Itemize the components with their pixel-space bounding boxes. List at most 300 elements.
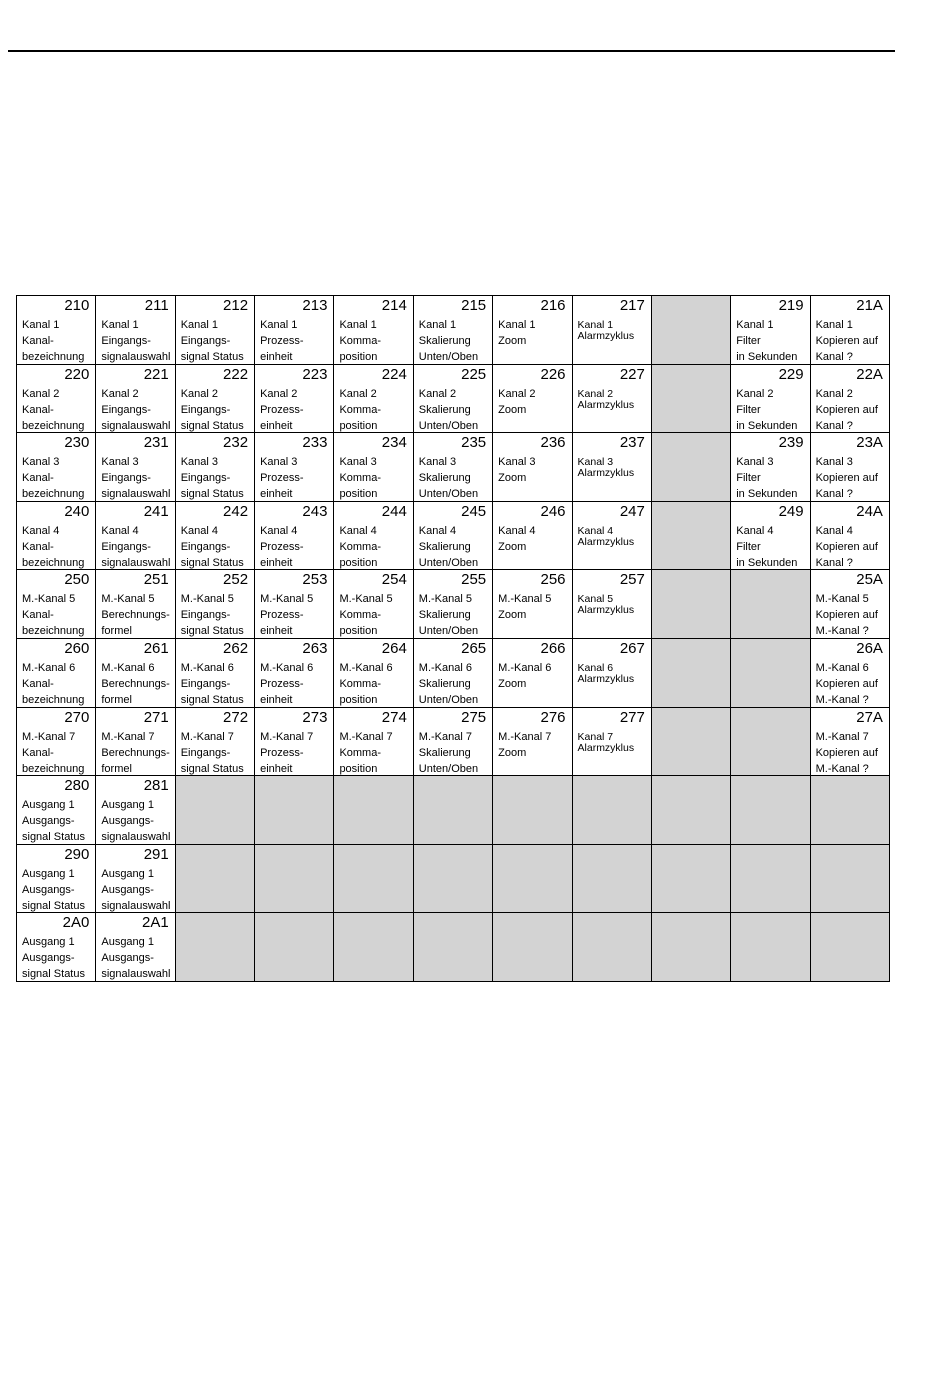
parameter-line: Eingangs- bbox=[180, 335, 231, 347]
parameter-code: 255 bbox=[461, 571, 487, 589]
parameter-line: Kanal 2 bbox=[577, 387, 614, 400]
parameter-cell bbox=[17, 776, 96, 845]
parameter-description bbox=[22, 386, 84, 434]
parameter-line: Kanal 7 bbox=[577, 730, 614, 743]
parameter-cell-content bbox=[334, 365, 412, 432]
parameter-description bbox=[816, 317, 878, 365]
parameter-code: 239 bbox=[778, 434, 804, 452]
parameter-code: 26A bbox=[856, 639, 883, 657]
parameter-description bbox=[736, 386, 797, 434]
parameter-line: M.-Kanal ? bbox=[815, 625, 869, 638]
parameter-line: einheit bbox=[260, 693, 293, 706]
parameter-cell bbox=[810, 364, 889, 433]
table-row bbox=[17, 433, 890, 502]
parameter-code: 27A bbox=[856, 708, 883, 726]
parameter-line: Skalierung bbox=[418, 335, 471, 347]
empty-cell bbox=[175, 844, 254, 913]
empty-cell bbox=[731, 913, 810, 982]
parameter-code: 275 bbox=[461, 708, 487, 726]
parameter-line: Berechnungs- bbox=[101, 677, 170, 690]
parameter-line: einheit bbox=[260, 488, 293, 501]
parameter-description bbox=[419, 591, 478, 639]
parameter-description bbox=[816, 386, 878, 434]
parameter-line: signalauswahl bbox=[101, 899, 171, 912]
parameter-cell bbox=[96, 296, 175, 365]
parameter-description bbox=[181, 386, 244, 434]
parameter-line: Kanal- bbox=[22, 677, 54, 690]
parameter-line: Kanal 4 bbox=[180, 524, 219, 537]
parameter-cell bbox=[810, 570, 889, 639]
parameter-line: Ausgangs- bbox=[101, 883, 154, 896]
parameter-line: M.-Kanal 5 bbox=[815, 593, 869, 606]
parameter-cell bbox=[175, 433, 254, 502]
parameter-code: 236 bbox=[540, 434, 566, 452]
parameter-line: Unten/Oben bbox=[418, 762, 479, 775]
table-row bbox=[17, 296, 890, 365]
parameter-description bbox=[498, 660, 551, 692]
parameter-cell-content bbox=[493, 639, 571, 706]
parameter-cell bbox=[334, 433, 413, 502]
parameter-line: Kanal- bbox=[22, 335, 54, 347]
parameter-line: M.-Kanal 7 bbox=[101, 730, 155, 743]
parameter-description bbox=[339, 729, 392, 777]
parameter-description bbox=[181, 660, 244, 708]
parameter-cell bbox=[334, 296, 413, 365]
parameter-cell-content bbox=[255, 296, 333, 363]
parameter-cell bbox=[334, 501, 413, 570]
parameter-description bbox=[339, 454, 381, 502]
parameter-line: signal Status bbox=[180, 419, 244, 432]
parameter-cell bbox=[175, 638, 254, 707]
parameter-table-body bbox=[17, 296, 890, 982]
parameter-line: Prozess- bbox=[260, 677, 304, 690]
parameter-cell bbox=[493, 638, 572, 707]
parameter-code: 265 bbox=[461, 639, 487, 657]
parameter-line: Eingangs- bbox=[180, 540, 231, 553]
parameter-line: Kopieren auf bbox=[815, 677, 878, 690]
parameter-cell-content bbox=[176, 570, 254, 637]
parameter-description bbox=[181, 591, 244, 639]
parameter-code: 2A0 bbox=[62, 914, 90, 932]
parameter-line: bezeichnung bbox=[22, 625, 85, 638]
parameter-line: Kanal- bbox=[22, 746, 54, 759]
empty-cell bbox=[651, 638, 730, 707]
parameter-cell-content bbox=[414, 433, 492, 500]
parameter-cell-content bbox=[17, 502, 95, 569]
parameter-cell bbox=[255, 707, 334, 776]
parameter-line: Prozess- bbox=[260, 540, 304, 553]
parameter-line: signalauswahl bbox=[101, 419, 171, 432]
parameter-cell-content bbox=[96, 639, 174, 706]
parameter-line: formel bbox=[101, 762, 132, 775]
parameter-description bbox=[22, 660, 84, 708]
parameter-description bbox=[816, 591, 878, 639]
parameter-cell-content bbox=[493, 296, 571, 363]
parameter-cell-content bbox=[96, 845, 174, 912]
parameter-line: Komma- bbox=[339, 746, 381, 759]
parameter-line: Unten/Oben bbox=[418, 693, 479, 706]
parameter-line: Prozess- bbox=[260, 403, 304, 416]
parameter-cell-content bbox=[811, 708, 889, 775]
parameter-code: 232 bbox=[223, 434, 249, 452]
parameter-line: signal Status bbox=[180, 488, 244, 501]
parameter-description bbox=[498, 386, 535, 418]
parameter-code: 224 bbox=[381, 365, 407, 383]
parameter-line: Unten/Oben bbox=[418, 625, 479, 638]
parameter-line: Kanal 2 bbox=[339, 387, 377, 400]
empty-cell bbox=[413, 913, 492, 982]
parameter-line: Unten/Oben bbox=[418, 419, 479, 432]
parameter-cell-content bbox=[255, 365, 333, 432]
parameter-description bbox=[578, 732, 635, 754]
parameter-line: Kanal 4 bbox=[577, 524, 614, 537]
parameter-description bbox=[101, 934, 170, 982]
parameter-line: signalauswahl bbox=[101, 831, 171, 844]
parameter-line: Kanal 3 bbox=[815, 456, 853, 469]
table-row bbox=[17, 707, 890, 776]
parameter-description bbox=[260, 729, 313, 777]
parameter-cell bbox=[96, 364, 175, 433]
parameter-description bbox=[736, 317, 797, 365]
parameter-cell-content bbox=[255, 502, 333, 569]
parameter-cell bbox=[96, 707, 175, 776]
table-row bbox=[17, 776, 890, 845]
parameter-line: position bbox=[339, 556, 378, 569]
parameter-line: Kanal 4 bbox=[260, 524, 298, 537]
parameter-line: Kopieren auf bbox=[815, 609, 878, 622]
parameter-cell-content bbox=[573, 639, 651, 706]
parameter-code: 277 bbox=[619, 708, 645, 726]
parameter-cell bbox=[96, 776, 175, 845]
parameter-description bbox=[22, 934, 85, 982]
parameter-cell-content bbox=[811, 570, 889, 637]
parameter-code: 229 bbox=[778, 365, 804, 383]
parameter-code: 25A bbox=[856, 571, 883, 589]
parameter-code: 231 bbox=[143, 434, 169, 452]
parameter-cell-content bbox=[573, 570, 651, 637]
parameter-line: Komma- bbox=[339, 472, 381, 485]
parameter-code: 291 bbox=[143, 845, 169, 863]
parameter-code: 272 bbox=[223, 708, 249, 726]
parameter-code: 262 bbox=[223, 639, 249, 657]
parameter-cell bbox=[572, 296, 651, 365]
parameter-cell-content bbox=[414, 365, 492, 432]
parameter-line: Kanal ? bbox=[815, 488, 853, 501]
parameter-description bbox=[498, 454, 535, 486]
parameter-cell-content bbox=[255, 433, 333, 500]
parameter-line: Kanal 2 bbox=[736, 387, 774, 400]
parameter-line: M.-Kanal 5 bbox=[180, 593, 234, 606]
parameter-line: position bbox=[339, 351, 378, 363]
parameter-line: Kanal 1 bbox=[577, 319, 614, 331]
parameter-cell-content bbox=[573, 502, 651, 569]
empty-cell bbox=[810, 776, 889, 845]
parameter-description bbox=[101, 386, 170, 434]
parameter-code: 210 bbox=[64, 297, 90, 314]
parameter-cell-content bbox=[96, 708, 174, 775]
parameter-cell-content bbox=[96, 570, 174, 637]
parameter-description bbox=[101, 454, 170, 502]
parameter-cell bbox=[17, 501, 96, 570]
parameter-description bbox=[22, 866, 85, 914]
parameter-code: 245 bbox=[461, 502, 487, 520]
parameter-line: signal Status bbox=[180, 351, 244, 363]
parameter-cell bbox=[17, 844, 96, 913]
parameter-line: Zoom bbox=[498, 403, 527, 416]
parameter-line: Komma- bbox=[339, 335, 381, 347]
parameter-cell bbox=[572, 707, 651, 776]
parameter-code: 222 bbox=[223, 365, 249, 383]
parameter-cell bbox=[96, 913, 175, 982]
parameter-description bbox=[419, 317, 478, 365]
empty-cell bbox=[255, 913, 334, 982]
parameter-cell-content bbox=[811, 502, 889, 569]
parameter-cell bbox=[413, 570, 492, 639]
parameter-line: Berechnungs- bbox=[101, 746, 170, 759]
parameter-line: Kanal ? bbox=[815, 419, 853, 432]
parameter-code: 253 bbox=[302, 571, 328, 589]
parameter-cell bbox=[572, 364, 651, 433]
parameter-line: Zoom bbox=[498, 609, 527, 622]
parameter-code: 235 bbox=[461, 434, 487, 452]
parameter-cell bbox=[810, 707, 889, 776]
parameter-line: M.-Kanal 6 bbox=[22, 661, 76, 674]
parameter-line: Unten/Oben bbox=[418, 556, 479, 569]
parameter-code: 276 bbox=[540, 708, 566, 726]
parameter-cell-content bbox=[17, 365, 95, 432]
parameter-description bbox=[339, 317, 381, 365]
parameter-line: Skalierung bbox=[418, 746, 471, 759]
parameter-code: 216 bbox=[540, 297, 566, 314]
parameter-cell-content bbox=[811, 433, 889, 500]
parameter-line: signal Status bbox=[180, 693, 244, 706]
parameter-line: position bbox=[339, 762, 378, 775]
parameter-line: signal Status bbox=[180, 762, 244, 775]
parameter-line: Kanal- bbox=[22, 609, 54, 622]
parameter-line: in Sekunden bbox=[736, 351, 798, 363]
parameter-description bbox=[419, 523, 478, 571]
parameter-line: einheit bbox=[260, 762, 293, 775]
parameter-cell bbox=[175, 501, 254, 570]
parameter-line: Kanal 4 bbox=[101, 524, 139, 537]
parameter-cell-content bbox=[334, 296, 412, 363]
parameter-line: M.-Kanal 7 bbox=[339, 730, 393, 743]
parameter-line: Kanal 2 bbox=[260, 387, 298, 400]
parameter-line: M.-Kanal 6 bbox=[418, 661, 472, 674]
parameter-description bbox=[101, 660, 170, 708]
parameter-cell-content bbox=[414, 708, 492, 775]
parameter-description bbox=[498, 591, 551, 623]
parameter-code: 220 bbox=[64, 365, 90, 383]
empty-cell bbox=[493, 913, 572, 982]
parameter-line: Kanal- bbox=[22, 472, 54, 485]
parameter-cell bbox=[493, 501, 572, 570]
parameter-description bbox=[339, 386, 381, 434]
parameter-code: 250 bbox=[64, 571, 90, 589]
parameter-cell-content bbox=[334, 639, 412, 706]
parameter-cell-content bbox=[493, 433, 571, 500]
parameter-cell-content bbox=[17, 776, 95, 843]
parameter-line: formel bbox=[101, 625, 132, 638]
parameter-cell-content bbox=[96, 776, 174, 843]
parameter-cell-content bbox=[255, 570, 333, 637]
parameter-cell bbox=[493, 364, 572, 433]
empty-cell bbox=[255, 776, 334, 845]
parameter-cell-content bbox=[493, 502, 571, 569]
parameter-description bbox=[260, 660, 313, 708]
table-row bbox=[17, 913, 890, 982]
parameter-line: Filter bbox=[736, 335, 761, 347]
parameter-code: 270 bbox=[64, 708, 90, 726]
parameter-cell-content bbox=[731, 296, 809, 363]
parameter-line: M.-Kanal 6 bbox=[260, 661, 314, 674]
parameter-cell-content bbox=[96, 296, 174, 363]
parameter-line: Ausgangs- bbox=[22, 952, 75, 965]
parameter-cell bbox=[334, 570, 413, 639]
parameter-description bbox=[419, 454, 478, 502]
parameter-line: Eingangs- bbox=[180, 403, 231, 416]
parameter-line: in Sekunden bbox=[736, 488, 798, 501]
parameter-line: Kanal 4 bbox=[815, 524, 853, 537]
parameter-line: Eingangs- bbox=[101, 540, 151, 553]
parameter-cell bbox=[731, 501, 810, 570]
parameter-line: Kanal ? bbox=[815, 351, 853, 363]
parameter-line: M.-Kanal 7 bbox=[260, 730, 314, 743]
parameter-line: Ausgang 1 bbox=[101, 936, 154, 949]
parameter-cell bbox=[334, 707, 413, 776]
parameter-cell bbox=[334, 638, 413, 707]
parameter-cell bbox=[572, 638, 651, 707]
parameter-line: Kopieren auf bbox=[815, 746, 878, 759]
empty-cell bbox=[731, 638, 810, 707]
parameter-cell bbox=[731, 433, 810, 502]
parameter-line: Alarmzyklus bbox=[577, 398, 635, 411]
parameter-line: Eingangs- bbox=[180, 609, 231, 622]
parameter-line: Kanal 4 bbox=[736, 524, 774, 537]
parameter-line: Kanal 2 bbox=[498, 387, 536, 400]
parameter-description bbox=[816, 454, 878, 502]
parameter-cell bbox=[175, 296, 254, 365]
parameter-cell bbox=[493, 570, 572, 639]
parameter-code: 230 bbox=[64, 434, 90, 452]
parameter-cell-content bbox=[573, 708, 651, 775]
parameter-line: Eingangs- bbox=[101, 472, 151, 485]
parameter-description bbox=[101, 729, 170, 777]
parameter-description bbox=[578, 457, 635, 479]
parameter-line: Kanal 4 bbox=[339, 524, 377, 537]
empty-cell bbox=[651, 776, 730, 845]
parameter-code: 215 bbox=[461, 297, 487, 314]
parameter-line: bezeichnung bbox=[22, 488, 85, 501]
parameter-description bbox=[101, 317, 170, 365]
parameter-description bbox=[736, 523, 797, 571]
parameter-line: einheit bbox=[260, 419, 293, 432]
parameter-cell-content bbox=[176, 433, 254, 500]
parameter-line: Berechnungs- bbox=[101, 609, 170, 622]
parameter-cell bbox=[572, 570, 651, 639]
parameter-cell-content bbox=[731, 502, 809, 569]
parameter-cell-content bbox=[731, 433, 809, 500]
parameter-cell-content bbox=[811, 296, 889, 363]
empty-cell bbox=[731, 707, 810, 776]
empty-cell bbox=[651, 296, 730, 365]
parameter-code: 233 bbox=[302, 434, 328, 452]
parameter-description bbox=[498, 523, 535, 555]
parameter-line: Kanal 5 bbox=[577, 593, 614, 606]
parameter-cell bbox=[413, 364, 492, 433]
parameter-description bbox=[339, 523, 381, 571]
parameter-line: signalauswahl bbox=[101, 351, 171, 363]
parameter-code: 246 bbox=[540, 502, 566, 520]
empty-cell bbox=[493, 776, 572, 845]
parameter-cell bbox=[175, 707, 254, 776]
parameter-line: Ausgangs- bbox=[22, 883, 75, 896]
parameter-line: Kanal 2 bbox=[815, 387, 853, 400]
parameter-code: 252 bbox=[223, 571, 249, 589]
parameter-description bbox=[419, 386, 478, 434]
parameter-code: 254 bbox=[381, 571, 407, 589]
parameter-line: Prozess- bbox=[260, 472, 304, 485]
parameter-code: 240 bbox=[64, 502, 90, 520]
parameter-cell bbox=[413, 433, 492, 502]
parameter-line: Kanal- bbox=[22, 540, 54, 553]
parameter-cell-content bbox=[255, 708, 333, 775]
parameter-line: Kanal ? bbox=[815, 556, 853, 569]
parameter-line: Ausgang 1 bbox=[22, 867, 75, 880]
parameter-description bbox=[181, 317, 244, 365]
parameter-line: Kanal 3 bbox=[418, 456, 457, 469]
parameter-line: Eingangs- bbox=[101, 403, 151, 416]
parameter-code: 261 bbox=[143, 639, 169, 657]
parameter-code: 242 bbox=[223, 502, 249, 520]
parameter-line: Alarmzyklus bbox=[577, 535, 635, 548]
parameter-line: Alarmzyklus bbox=[577, 467, 635, 480]
empty-cell bbox=[810, 913, 889, 982]
parameter-line: Kanal 3 bbox=[101, 456, 139, 469]
parameter-line: Eingangs- bbox=[101, 335, 151, 347]
parameter-line: signal Status bbox=[180, 556, 244, 569]
parameter-line: Unten/Oben bbox=[418, 351, 479, 363]
parameter-cell-content bbox=[17, 296, 95, 363]
parameter-line: Alarmzyklus bbox=[577, 741, 635, 754]
parameter-line: Kanal 1 bbox=[736, 319, 774, 331]
parameter-code: 219 bbox=[778, 297, 804, 314]
parameter-line: bezeichnung bbox=[22, 762, 85, 775]
parameter-code: 211 bbox=[144, 297, 169, 314]
parameter-line: M.-Kanal 7 bbox=[815, 730, 869, 743]
parameter-cell-content bbox=[17, 845, 95, 912]
parameter-line: Kanal 3 bbox=[736, 456, 774, 469]
parameter-line: Kanal 1 bbox=[815, 319, 853, 331]
parameter-code: 290 bbox=[64, 845, 90, 863]
parameter-cell-content bbox=[176, 365, 254, 432]
parameter-cell bbox=[810, 501, 889, 570]
parameter-line: M.-Kanal 7 bbox=[418, 730, 472, 743]
parameter-line: M.-Kanal 5 bbox=[22, 593, 76, 606]
parameter-line: Kanal 1 bbox=[339, 319, 377, 331]
parameter-line: Zoom bbox=[498, 677, 527, 690]
parameter-line: Eingangs- bbox=[180, 677, 231, 690]
parameter-cell bbox=[731, 364, 810, 433]
table-row bbox=[17, 364, 890, 433]
parameter-line: bezeichnung bbox=[22, 419, 85, 432]
parameter-cell-content bbox=[334, 433, 412, 500]
parameter-cell-content bbox=[811, 639, 889, 706]
parameter-description bbox=[101, 797, 170, 845]
parameter-line: Zoom bbox=[498, 335, 527, 347]
parameter-description bbox=[339, 591, 392, 639]
parameter-code: 281 bbox=[143, 777, 169, 795]
